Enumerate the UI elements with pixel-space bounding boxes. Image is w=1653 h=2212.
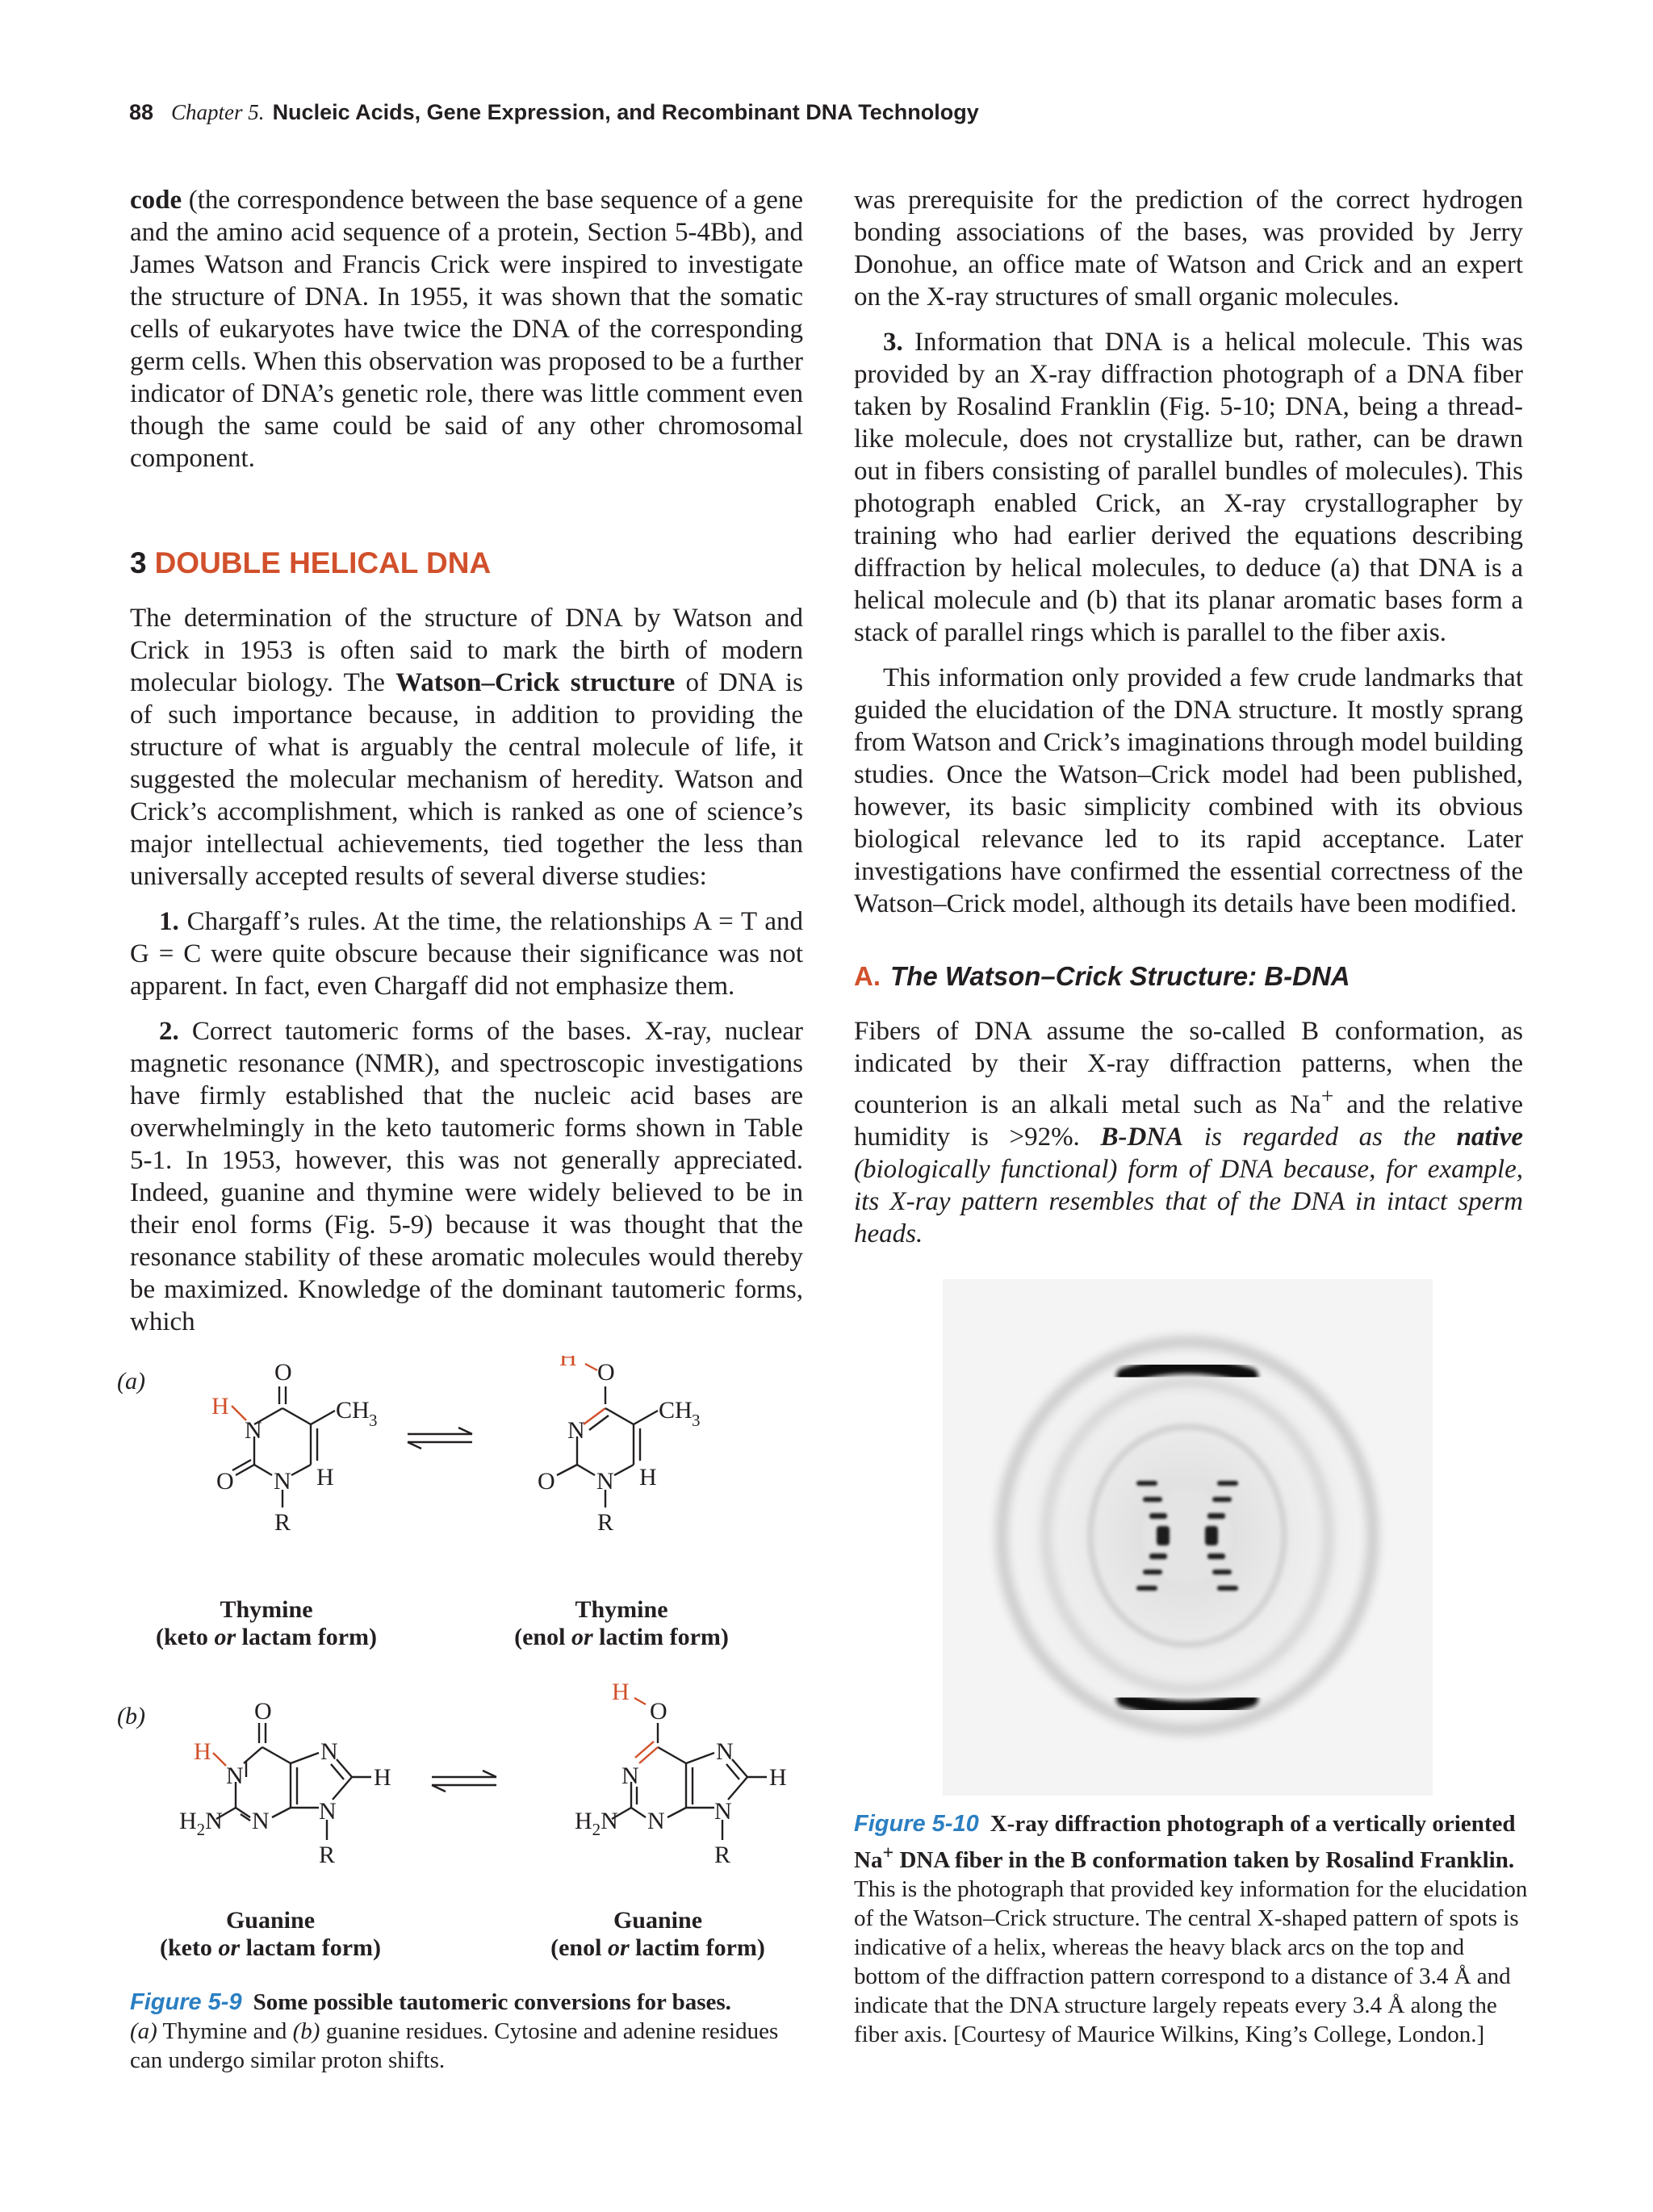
subsection-title: The Watson–Crick Structure: B-DNA [890, 961, 1350, 991]
thymine-keto-label [129, 1596, 404, 1651]
thymine-keto-structure [211, 1359, 378, 1536]
chapter-number: Chapter 5. [171, 100, 265, 124]
form-name: (keto or lactam form) [159, 1934, 382, 1961]
proton-label: H [194, 1738, 211, 1765]
subsection-heading [854, 960, 1523, 993]
guanine-enol-label [521, 1907, 795, 1962]
paragraph-text: (biologically functional) form of DNA because, for example, its X-ray pattern resembles that of the DNA in intact sperm heads. [854, 1155, 1523, 1248]
molecule-name: Thymine [575, 1596, 668, 1623]
xray-diffraction-photo [943, 1279, 1433, 1796]
guanine-keto-structure [179, 1698, 391, 1868]
paragraph-text: of DNA is of such importance because, in addition to providing the structure of what is arguably the central molecule of life, it suggested the molecular mechanism of heredity. Watson and Crick’s accomplishment, which is ranked as one of science’s major intellectual achievements, tied together the less than universally accepted results of several diverse studies: [130, 668, 803, 891]
term-code: code [130, 186, 182, 215]
atom-label: R [274, 1509, 291, 1536]
atom-label: N [647, 1808, 665, 1834]
atom-label: R [714, 1842, 731, 1868]
form-name: (enol or lactim form) [550, 1934, 765, 1961]
atom-label: O [650, 1698, 667, 1725]
superscript: + [1320, 1083, 1334, 1108]
figure-5-9 [113, 1356, 823, 2050]
page-number: 88 [129, 100, 154, 124]
item-text: Information that DNA is a helical molecule. This was provided by an X-ray diffraction photograph of a DNA fiber taken by Rosalind Franklin (Fig. 5-10; DNA, being a thread-like molecule, does not crystallize but, rather, can be drawn out in fibers consisting of parallel bundles of molecules). This photograph enabled Crick, an X-ray crystallographer by training who had earlier derived the equations describing diffraction by helical molecules, to deduce (a) that DNA is a helical molecule and (b) that its planar aromatic bases form a stack of parallel rings which is parallel to the fiber axis. [854, 328, 1523, 647]
term-b-dna: B-DNA [1100, 1123, 1184, 1152]
molecule-name: Thymine [220, 1596, 313, 1623]
paragraph: was prerequisite for the prediction of the correct hydrogen bonding associations of the bases, was provided by Jerry Donohue, an office mate of Watson and Crick and an expert on the X-ray structures of small organic molecules. [854, 186, 1523, 312]
subscript: 3 [692, 1411, 701, 1430]
paragraph-text: The determination of the structure of DNA by Watson and Crick in 1953 is often said to mark the birth of modern molecular biology. The [130, 604, 803, 697]
atom-label: O [216, 1468, 234, 1495]
molecule-name: Guanine [225, 1907, 316, 1934]
proton-label: H [211, 1393, 229, 1420]
atom-label: O [274, 1359, 292, 1386]
figure-label: Figure 5-9 [130, 1989, 242, 2015]
atom-label: N [319, 1798, 337, 1825]
panel-label-b: (b) [117, 1703, 145, 1729]
form-name: (enol or lactim form) [514, 1624, 729, 1650]
form-name: (keto or lactam form) [155, 1624, 378, 1650]
paragraph [130, 602, 803, 893]
item-number: 1. [159, 907, 179, 936]
atom-label: R [319, 1842, 336, 1868]
guanine-enol-structure [575, 1679, 787, 1868]
thymine-enol-structure [538, 1356, 701, 1536]
atom-label: O [597, 1359, 615, 1386]
item-number: 3. [883, 328, 903, 357]
atom-label: H [769, 1764, 787, 1791]
paragraph [130, 184, 803, 475]
figure-label: Figure 5-10 [854, 1811, 979, 1837]
atom-label: N [596, 1468, 614, 1495]
caption-text: (a) [130, 2018, 157, 2044]
proton-label: H [559, 1356, 577, 1371]
atom-label: R [597, 1509, 614, 1536]
caption-text: guanine residues. Cytosine and adenine residues can undergo similar proton shifts. [130, 2018, 779, 2073]
paragraph [854, 1015, 1523, 1250]
chapter-title: Nucleic Acids, Gene Expression, and Recombinant DNA Technology [272, 100, 979, 124]
right-column [854, 184, 1523, 1250]
atom-label: N [320, 1738, 338, 1765]
list-item [130, 1015, 803, 1338]
subsection-letter: A. [854, 961, 881, 991]
guanine-keto-label [133, 1907, 408, 1962]
caption-text: This is the photograph that provided key information for the elucidation of the Watson–Crick structure. The central X-shaped pattern of spots is indicative of a helix, whereas the heavy black arcs on the top and bottom of the diffraction pattern correspond to a distance of 3.4 Å and indicate that the DNA structure largely repeats every 3.4 Å along the fiber axis. [Courtesy of Maurice Wilkins, King’s College, London.] [854, 1875, 1528, 2047]
amino-group: $H_2N$ [179, 1808, 223, 1839]
atom-label: CH [659, 1397, 693, 1424]
term-watson-crick-structure: Watson–Crick structure [395, 668, 676, 697]
atom-label: N [274, 1468, 291, 1495]
atom-label: H [374, 1764, 391, 1791]
atom-label: H [316, 1464, 334, 1491]
atom-label: H [639, 1464, 657, 1491]
atom-label: CH [336, 1397, 370, 1424]
figure-5-10-caption [854, 1809, 1528, 2049]
caption-text: (b) [292, 2018, 320, 2044]
atom-label: N [245, 1417, 262, 1444]
molecule-name: Guanine [613, 1907, 703, 1934]
equilibrium-arrow [408, 1428, 472, 1449]
paragraph-text: Fibers of DNA assume the so-called B conformation, as indicated by their X-ray diffraction patterns, when the counterion is an alkali metal such as Na [854, 1017, 1523, 1119]
section-number: 3 [130, 546, 147, 579]
diffraction-pattern [943, 1279, 1433, 1796]
running-header [129, 100, 979, 125]
atom-label: N [714, 1798, 732, 1825]
item-text: Correct tautomeric forms of the bases. X-ray, nuclear magnetic resonance (NMR), and spectroscopic investigations have firmly established that the nucleic acid bases are overwhelmingly in the keto tautomeric forms shown in Table 5-1. In 1953, however, this was not generally appreciated. Indeed, guanine and thymine were widely believed to be in their enol forms (Fig. 5-9) because it was thought that the resonance stability of these aromatic molecules would thereby be maximized. Knowledge of the dominant tautomeric forms, which [130, 1017, 803, 1336]
subscript: 3 [369, 1411, 378, 1430]
atom-label: N [621, 1762, 639, 1789]
term-native: native [1456, 1123, 1523, 1152]
paragraph: This information only provided a few crude landmarks that guided the elucidation of the DNA structure. It mostly sprang from Watson and Crick’s imaginations through model building studies. Once the Watson–Crick model had been published, however, its basic simplicity combined with its obvious biological relevance led to its rapid acceptance. Later investigations have confirmed the essential correctness of the Watson–Crick model, although its details have been modified. [854, 663, 1523, 918]
panel-label-a: (a) [117, 1368, 145, 1395]
left-column [130, 184, 803, 1338]
paragraph-text: (the correspondence between the base sequence of a gene and the amino acid sequence of a protein, Section 5-4Bb), and James Watson and Francis Crick were inspired to investigate the structure of DNA. In 1955, it was shown that the somatic cells of eukaryotes have twice the DNA of the corresponding germ cells. When this observation was proposed to be a further indicator of DNA’s genetic role, there was little comment even though the same could be said of any other chromosomal component. [130, 186, 803, 473]
list-item [854, 326, 1523, 649]
atom-label: O [538, 1468, 555, 1495]
paragraph-text: and the relative humidity is >92%. [854, 1090, 1523, 1152]
atom-label: N [567, 1417, 585, 1444]
atom-label: N [716, 1738, 734, 1765]
caption-title: X-ray diffraction photograph of a vertically oriented Na+ DNA fiber in the B conformation taken by Rosalind Franklin. [854, 1811, 1516, 1873]
section-heading [130, 547, 803, 579]
tautomer-structures [113, 1356, 823, 1969]
equilibrium-arrow [432, 1771, 496, 1792]
atom-label: N [252, 1808, 270, 1834]
caption-text: Thymine and [157, 2018, 293, 2044]
atom-label: O [254, 1698, 272, 1725]
proton-label: H [612, 1679, 630, 1705]
item-text: Chargaff’s rules. At the time, the relationships A = T and G = C were quite obscure because their significance was not apparent. In fact, even Chargaff did not emphasize them. [130, 907, 803, 1001]
item-number: 2. [159, 1017, 179, 1046]
atom-label: N [226, 1762, 244, 1789]
amino-group: $H_2N$ [575, 1808, 618, 1839]
section-title: DOUBLE HELICAL DNA [154, 546, 492, 579]
list-item [130, 905, 803, 1002]
thymine-enol-label [484, 1596, 759, 1651]
figure-5-9-caption [130, 1988, 808, 2075]
caption-title: Some possible tautomeric conversions for bases. [253, 1989, 731, 2015]
paragraph-text: is regarded as the [1183, 1123, 1457, 1152]
